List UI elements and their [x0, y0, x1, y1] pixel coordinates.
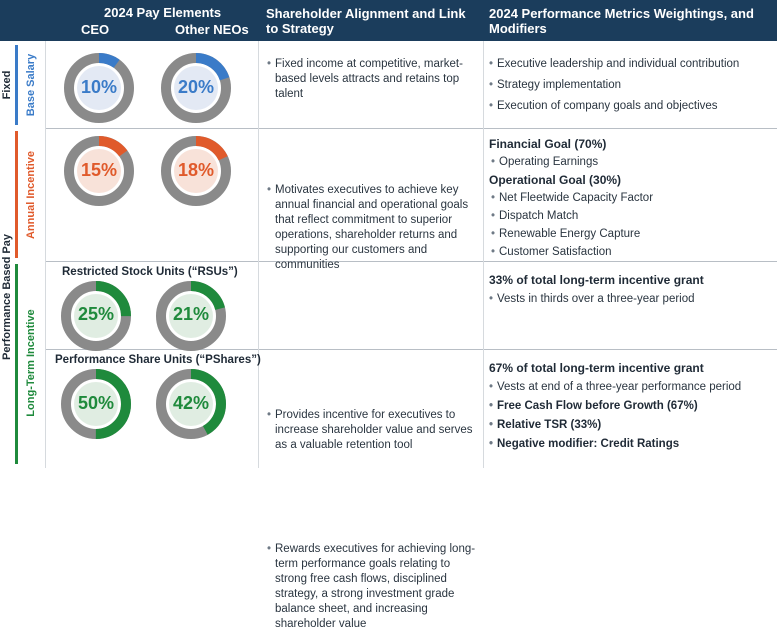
base-alignment-text: • Fixed income at competitive, market-based levels attracts and retains top talent	[267, 57, 477, 102]
metric-item: • Vests in thirds over a three-year period	[489, 292, 774, 307]
base-metrics	[489, 57, 774, 114]
column-divider	[45, 41, 46, 468]
metric-item: • Renewable Energy Capture	[489, 227, 774, 242]
pct-label: 18%	[177, 160, 215, 180]
label-base-salary: Base Salary	[25, 53, 37, 117]
header-alignment: Shareholder Alignment and Link to Strategy	[266, 6, 466, 36]
label-long-term-incentive: Long-Term Incentive	[25, 309, 37, 417]
metric-item: • Free Cash Flow before Growth (67%)	[489, 399, 774, 414]
financial-goal-heading: Financial Goal (70%)	[489, 137, 607, 151]
row-divider	[45, 128, 777, 129]
pct-label: 21%	[172, 304, 210, 324]
metric-item: • Strategy implementation	[489, 78, 774, 93]
operational-goal-heading: Operational Goal (30%)	[489, 173, 622, 187]
header-other-neos: Other NEOs	[175, 22, 249, 37]
label-annual-incentive: Annual Incentive	[25, 150, 37, 240]
label-fixed: Fixed	[1, 70, 13, 100]
metric-item: • Execution of company goals and objectives	[489, 99, 774, 114]
pct-label: 25%	[77, 304, 115, 324]
metric-item: • Vests at end of a three-year performance period	[489, 380, 774, 395]
metric-item: • Executive leadership and individual contribution	[489, 57, 774, 72]
pct-label: 50%	[77, 393, 115, 413]
metric-item: • Customer Satisfaction	[489, 245, 774, 260]
annual-alignment-text: • Motivates executives to achieve key annual financial and operational goals that reflect commitment to superior operations, shareholder returns and supporting our customers and communities	[267, 183, 477, 273]
long-term-bar	[15, 264, 18, 464]
annual-incentive-bar	[15, 131, 18, 258]
label-performance-based-pay: Performance Based Pay	[1, 234, 13, 360]
annual-metrics	[489, 137, 774, 263]
header-pay-elements: 2024 Pay Elements	[104, 5, 222, 20]
metric-item: • Net Fleetwide Capacity Factor	[489, 191, 774, 206]
rsu-metrics-heading: 33% of total long-term incentive grant	[489, 273, 704, 287]
rsu-title: Restricted Stock Units (“RSUs”)	[62, 266, 238, 278]
rsu-metrics	[489, 273, 774, 307]
pshares-alignment-text: • Rewards executives for achieving long-term performance goals relating to strong free cash flows, disciplined strategy, a strong investment grade balance sheet, and increasing shareholder value	[267, 542, 477, 632]
pshares-title: Performance Share Units (“PShares”)	[55, 354, 261, 366]
base-salary-bar	[15, 45, 18, 125]
metric-item: • Dispatch Match	[489, 209, 774, 224]
pct-label: 15%	[80, 160, 118, 180]
metric-item: • Operating Earnings	[489, 155, 774, 170]
metric-item: • Negative modifier: Credit Ratings	[489, 437, 774, 452]
header-ceo: CEO	[81, 22, 110, 37]
pct-label: 20%	[177, 77, 215, 97]
row-divider	[45, 349, 777, 350]
metric-item: • Relative TSR (33%)	[489, 418, 774, 433]
column-divider	[483, 41, 484, 468]
rsu-alignment-text: • Provides incentive for executives to increase shareholder value and serves as a valuable retention tool	[267, 408, 477, 453]
pshares-metrics	[489, 361, 774, 452]
pct-label: 10%	[80, 77, 118, 97]
pct-label: 42%	[172, 393, 210, 413]
column-divider	[258, 41, 259, 468]
pshares-metrics-heading: 67% of total long-term incentive grant	[489, 361, 704, 375]
header-metrics: 2024 Performance Metrics Weightings, and Modifiers	[489, 6, 754, 36]
